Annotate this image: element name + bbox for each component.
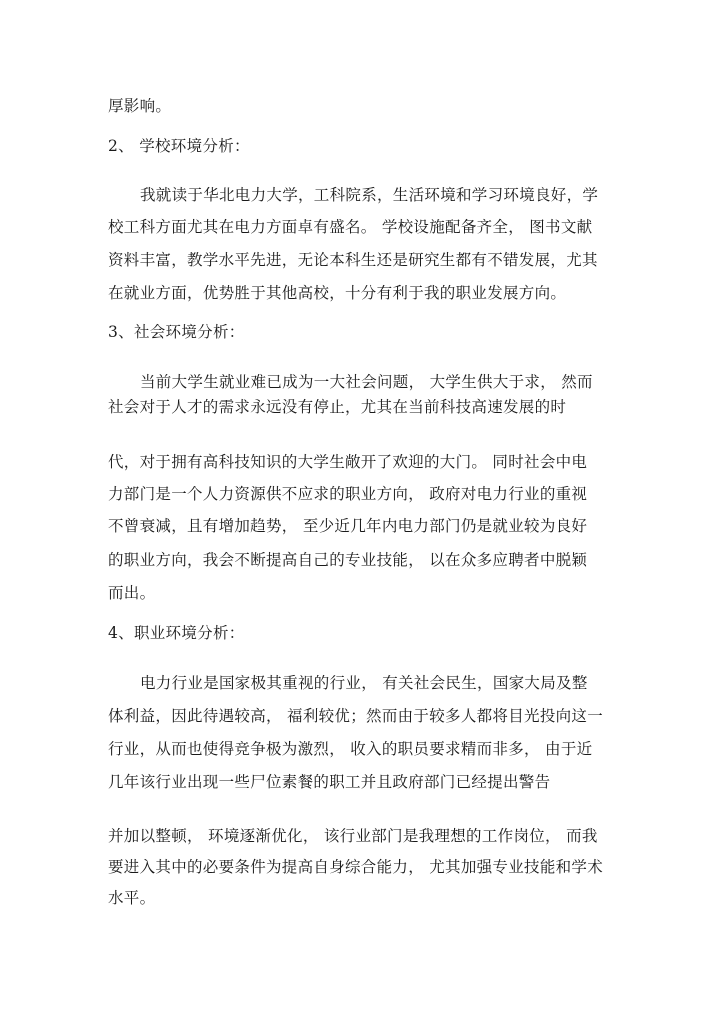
- text-line: 我就读于华北电力大学，工科院系，生活环境和学习环境良好，学: [140, 186, 599, 204]
- text-line: 校工科方面尤其在电力方面卓有盛名。 学校设施配备齐全， 图书文献: [108, 218, 593, 236]
- text-line: 社会对于人才的需求永远没有停止，尤其在当前科技高速发展的时: [108, 398, 567, 416]
- section-heading-school: 2、 学校环境分析：: [108, 137, 250, 155]
- text-line: 力部门是一个人力资源供不应求的职业方向， 政府对电力行业的重视: [108, 485, 588, 503]
- text-line: 代，对于拥有高科技知识的大学生敞开了欢迎的大门。 同时社会中电: [108, 453, 588, 471]
- text-line: 不曾衰减，且有增加趋势， 至少近几年内电力部门仍是就业较为良好: [108, 517, 588, 535]
- text-line: 资料丰富，教学水平先进，无论本科生还是研究生都有不错发展，尤其: [108, 251, 598, 269]
- text-line: 电力行业是国家极其重视的行业， 有关社会民生，国家大局及整: [140, 674, 588, 692]
- text-line: 要进入其中的必要条件为提高自身综合能力， 尤其加强专业技能和学术: [108, 858, 604, 876]
- text-line: 在就业方面，优势胜于其他高校，十分有利于我的职业发展方向。: [108, 284, 567, 302]
- text-line: 而出。: [108, 584, 156, 602]
- text-line: 行业，从而也使得竞争极为激烈， 收入的职员要求精而非多， 由于近: [108, 740, 593, 758]
- text-line: 几年该行业出现一些尸位素餐的职工并且政府部门已经提出警告: [108, 773, 551, 791]
- section-heading-career: 4、职业环境分析：: [108, 624, 245, 642]
- text-line: 体利益，因此待遇较高， 福利较优；然而由于较多人都将目光投向这一: [108, 707, 604, 725]
- section-heading-society: 3、社会环境分析：: [108, 323, 245, 341]
- text-line: 水平。: [108, 889, 156, 907]
- text-line: 厚影响。: [108, 97, 172, 115]
- text-line: 的职业方向，我会不断提高自己的专业技能， 以在众多应聘者中脱颖: [108, 551, 588, 569]
- text-line: 并加以整顿， 环境逐渐优化， 该行业部门是我理想的工作岗位， 而我: [108, 827, 598, 845]
- text-line: 当前大学生就业难已成为一大社会问题， 大学生供大于求， 然而: [140, 373, 593, 391]
